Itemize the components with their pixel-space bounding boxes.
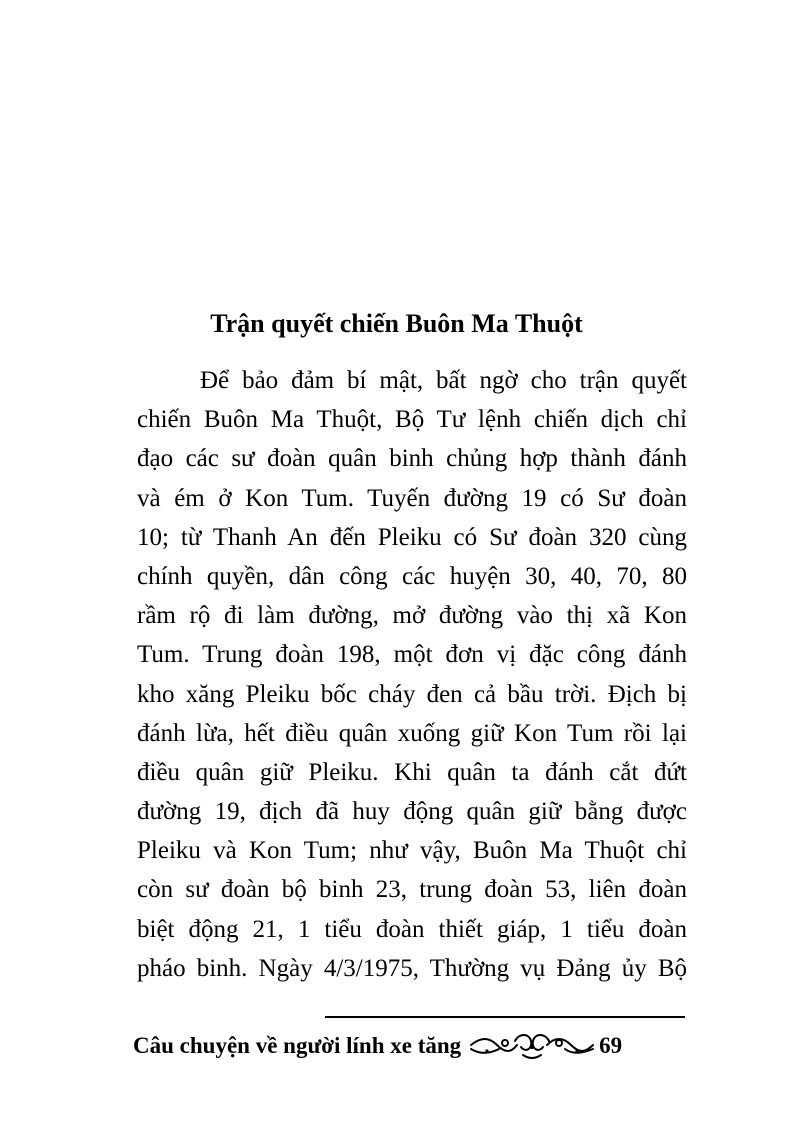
- body-line: 10; từ Thanh An đến Pleiku có Sư đoàn 320 cùng: [137, 523, 687, 551]
- page-footer: [133, 1028, 688, 1064]
- body-line: biệt động 21, 1 tiểu đoàn thiết giáp, 1 tiểu đoàn: [137, 915, 687, 943]
- body-line: đạo các sư đoàn quân binh chủng hợp thành đánh: [137, 445, 687, 473]
- footer-rule: [325, 1016, 685, 1018]
- page-title: Trận quyết chiến Buôn Ma Thuột: [210, 309, 583, 338]
- body-line: còn sư đoàn bộ binh 23, trung đoàn 53, liên đoàn: [137, 876, 687, 904]
- body-line: pháo binh. Ngày 4/3/1975, Thường vụ Đảng ủy Bộ: [137, 954, 687, 982]
- book-title: Câu chuyện về người lính xe tăng: [133, 1033, 462, 1058]
- body-line: Pleiku và Kon Tum; như vậy, Buôn Ma Thuột chỉ: [137, 837, 687, 865]
- body-line: rầm rộ đi làm đường, mở đường vào thị xã Kon: [137, 602, 687, 630]
- body-line: đánh lừa, hết điều quân xuống giữ Kon Tum rồi lại: [137, 719, 687, 747]
- page-number: 69: [599, 1033, 623, 1058]
- body-line: chiến Buôn Ma Thuột, Bộ Tư lệnh chiến dịch chỉ: [137, 406, 687, 434]
- body-line: Tum. Trung đoàn 198, một đơn vị đặc công đánh: [137, 641, 687, 669]
- body-line: chính quyền, dân công các huyện 30, 40, 70, 80: [137, 562, 687, 590]
- body-line: và ém ở Kon Tum. Tuyến đường 19 có Sư đoàn: [137, 484, 687, 512]
- body-line: kho xăng Pleiku bốc cháy đen cả bầu trời. Địch bị: [137, 680, 687, 708]
- body-line: đường 19, địch đã huy động quân giữ bằng được: [137, 798, 687, 826]
- body-line: điều quân giữ Pleiku. Khi quân ta đánh cắt đứt: [137, 758, 687, 786]
- body-text: [137, 361, 687, 988]
- body-line: Để bảo đảm bí mật, bất ngờ cho trận quyết: [200, 367, 687, 394]
- decorative-flourish-icon: [467, 1031, 597, 1061]
